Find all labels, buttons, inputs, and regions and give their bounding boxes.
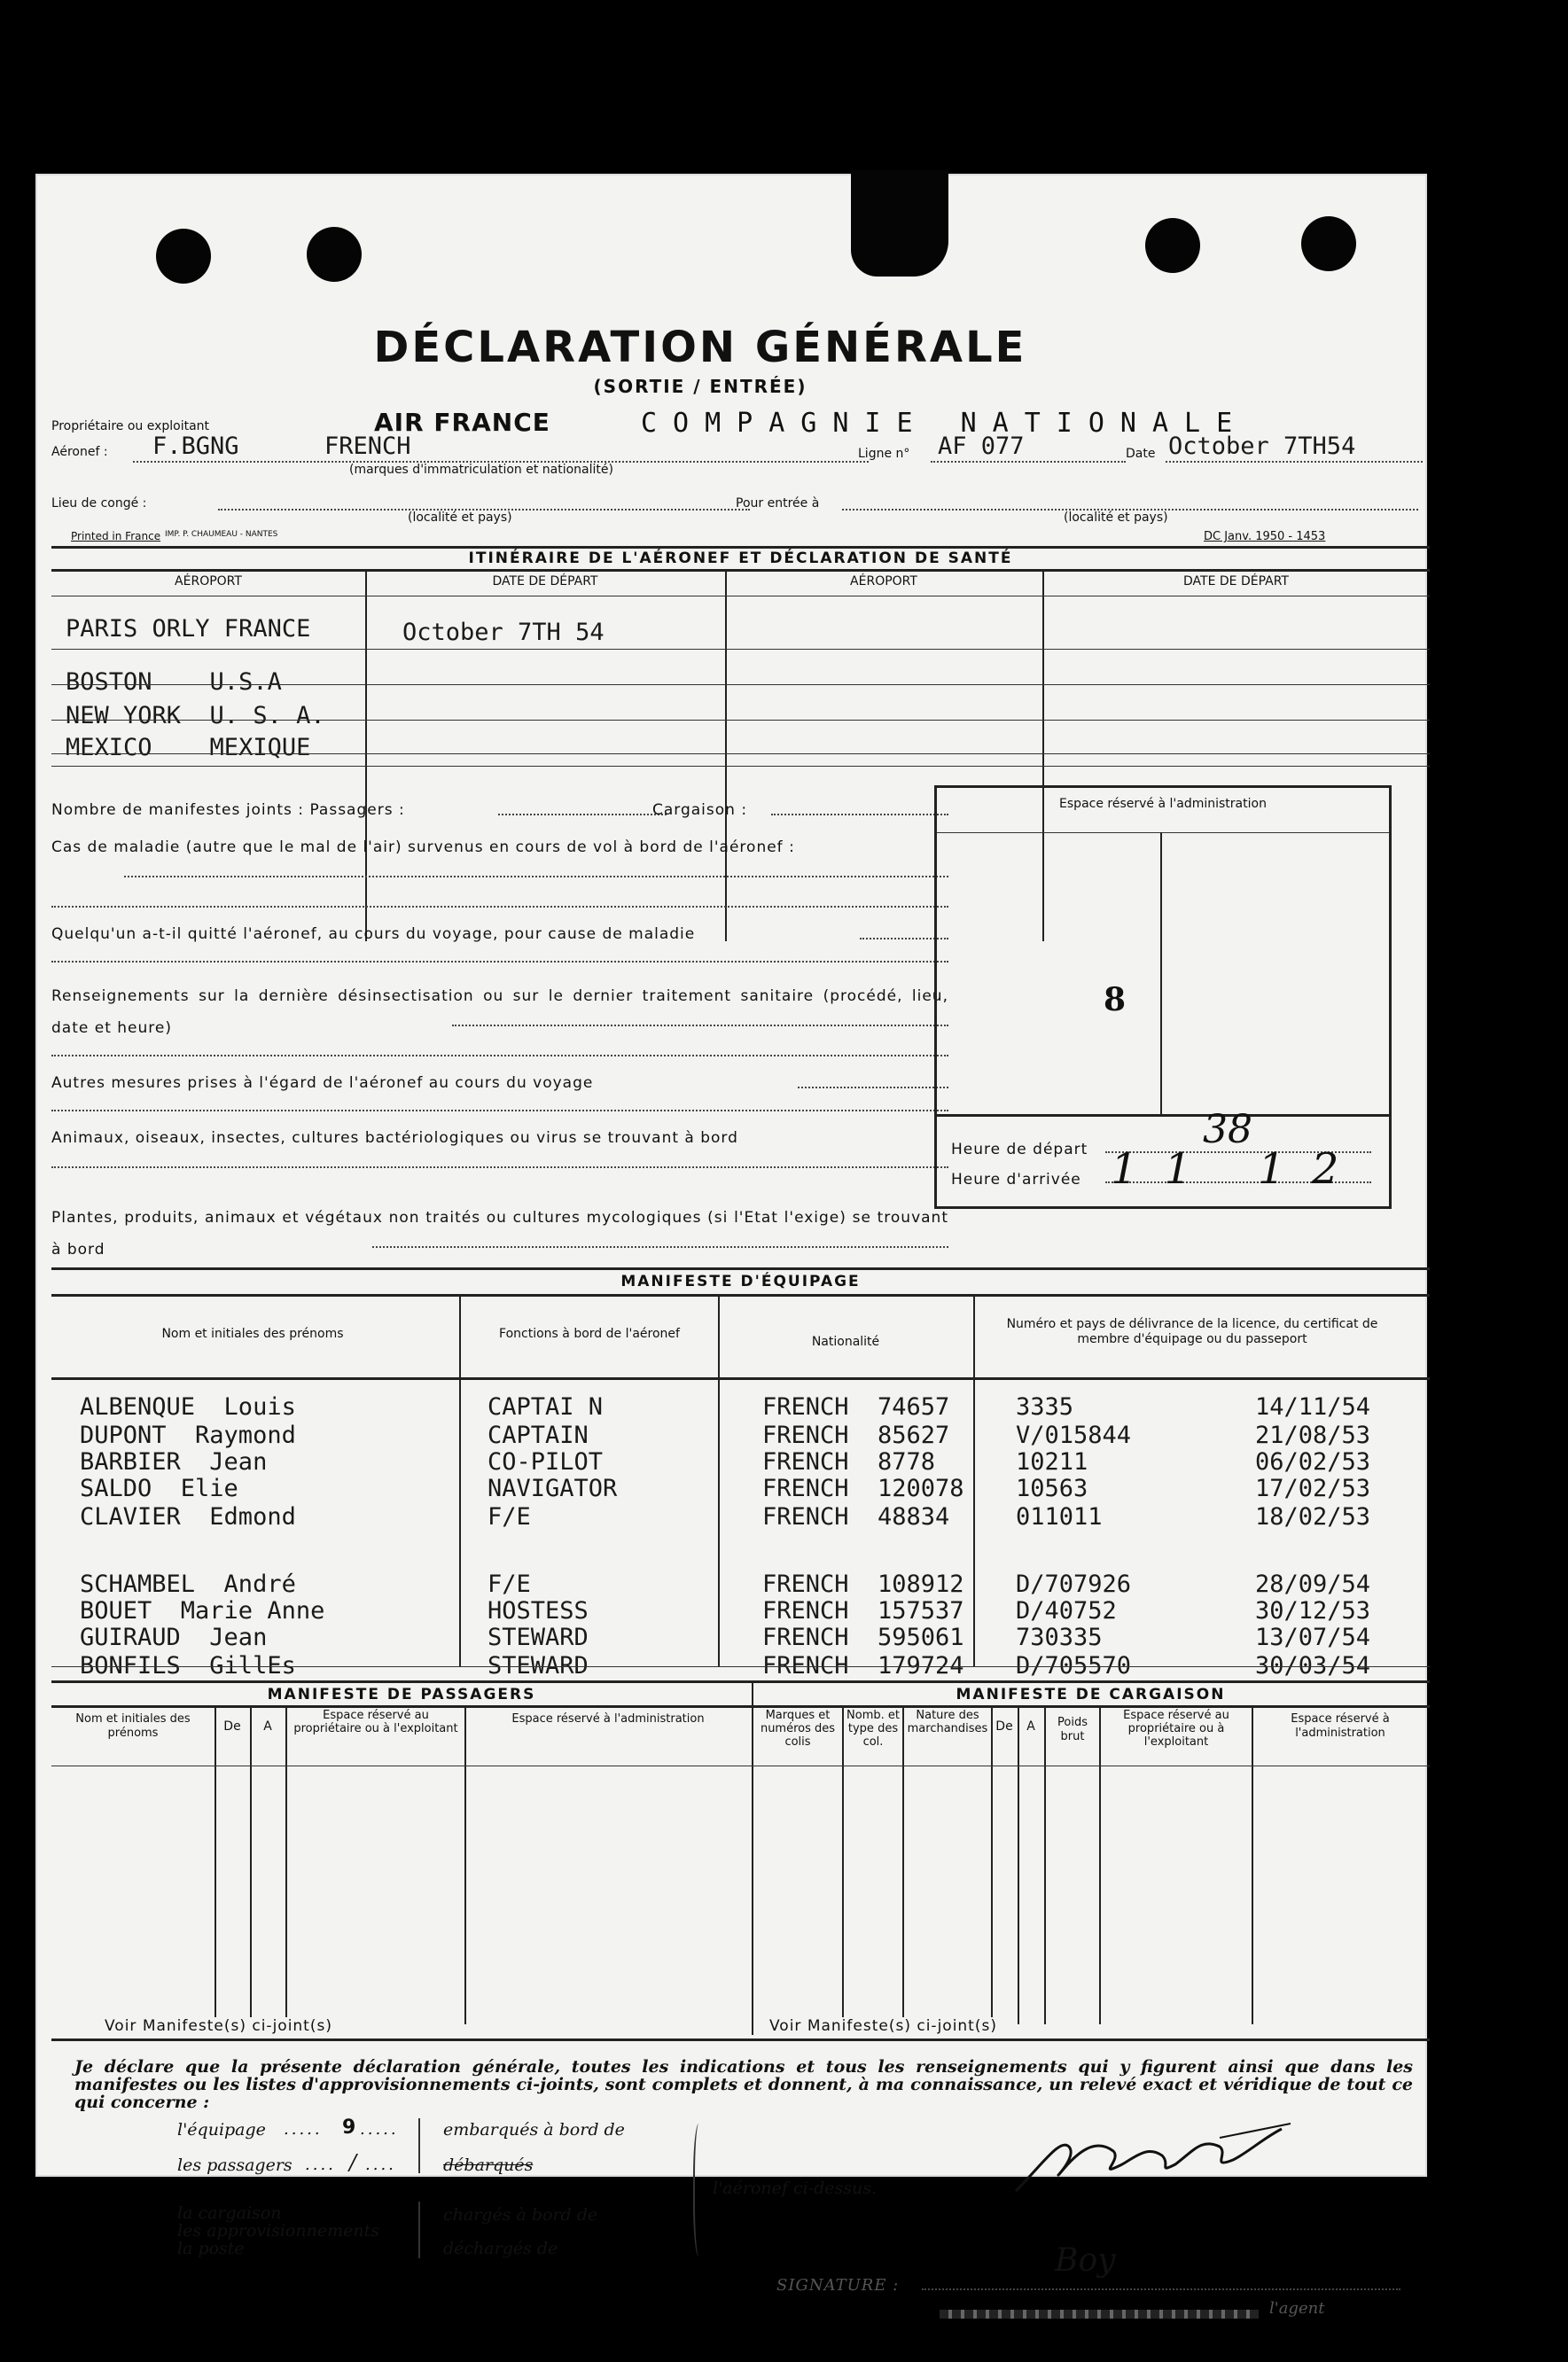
crew-license-date: 30/12/53	[1255, 1597, 1371, 1625]
crew-nationality: FRENCH	[762, 1422, 849, 1449]
crew-nationality: FRENCH	[762, 1448, 849, 1476]
crew-function: F/E	[488, 1571, 531, 1598]
punch-hole-right	[1145, 218, 1200, 273]
crew-heading: MANIFESTE D'ÉQUIPAGE	[620, 1273, 861, 1290]
date-value: October 7TH54	[1168, 433, 1356, 460]
crew-name: GUIRAUD Jean	[80, 1624, 268, 1651]
admin-box-label: Espace réservé à l'administration	[1059, 797, 1267, 811]
punch-hole-left-2	[307, 227, 362, 282]
disinsection-label: Renseignements sur la dernière désinsectisation ou sur le dernier traitement sanitaire (procédé, lieu, date et heure)	[51, 987, 948, 1037]
crew-function: HOSTESS	[488, 1597, 589, 1625]
other-measures-label: Autres mesures prises à l'égard de l'aéronef au cours du voyage	[51, 1074, 594, 1092]
crew-row	[71, 1475, 1418, 1503]
itinerary-airport: NEW YORK U. S. A.	[66, 702, 325, 729]
printed-note: Printed in France	[71, 530, 161, 542]
punch-hole-right-2	[1301, 216, 1356, 271]
line-value: AF 077	[938, 433, 1025, 460]
pax-count-value: /	[349, 2150, 357, 2175]
torn-edge	[851, 170, 948, 277]
crew-license: 10211	[1016, 1448, 1088, 1476]
crew-nationality: FRENCH	[762, 1571, 849, 1598]
itinerary-airport: PARIS ORLY FRANCE	[66, 615, 311, 643]
crew-number: 108912	[878, 1571, 964, 1598]
crew-function: STEWARD	[488, 1652, 589, 1680]
aircraft-note: (marques d'immatriculation et nationalité)	[349, 463, 613, 477]
cargo-col-weight: Poids brut	[1057, 1716, 1088, 1743]
disease-label: Cas de maladie (autre que le mal de l'air) survenus en cours de vol à bord de l'aéronef :	[51, 838, 795, 856]
punch-hole-left	[156, 229, 211, 284]
crew-col-function: Fonctions à bord de l'aéronef	[499, 1327, 680, 1341]
crew-license-date: 28/09/54	[1255, 1571, 1371, 1598]
crew-number: 157537	[878, 1597, 964, 1625]
plants-label: Plantes, produits, animaux et végétaux non traités ou cultures mycologiques (si l'Etat l'exige) se trouvant à bord	[51, 1209, 948, 1259]
declaration-form: DÉCLARATION GÉNÉRALE (SORTIE / ENTRÉE) Propriétaire ou exploitant AIR FRANCE COMPAGNIE NATIONALE Aéronef : F.BGNG FRENCH (marques d'immatriculation et nationalité) Ligne n° AF 077 Date October 7TH54 Lieu de congé : (localité et pays) Pour entrée à (localité et pays) Printed in France IMP. P. CHAUMEAU - NANTES DC Janv. 1950 - 1453 ITINÉRAIRE DE L'AÉRONEF ET DÉCLARATION DE SANTÉ AÉROPORT DATE DE DÉPART AÉROPORT DATE DE DÉPART PARIS ORLY FRANCE October 7TH 54 BOSTON U.S.A NEW YORK U. S. A. MEXICO MEXIQUE Nombre de manifestes joints : Passagers : Cargaison : Cas de maladie (autre que le mal de l'air) survenus en cours de vol à bord de l'aéronef : Quelqu'un a-t-il quitté l'aéronef, au cours du voyage, pour cause de maladie Renseignements sur la dernière désinsectisation ou sur le dernier traitement sanitaire (procédé, lieu, date et heure) Autres mesures prises à l'égard de l'aéronef au cours du voyage Animaux, oiseaux, insectes, cultures bactériologiques ou virus se trouvant à bord Plantes, produits, animaux et végétaux non traités ou cultures mycologiques (si l'Etat l'exige) se trouvant à bord Espace réservé à l'administration 8 Heure de départ 38 Heure d'arrivée 11 12 MANIFESTE D'ÉQUIPAGE Nom et initiales des prénoms Fonctions à bord de l'aéronef Nationalité Numéro et pays de délivrance de la licence, du certificat de membre d'équipage ou du passeport ALBENQUE Louis CAPTAI N FRENCH 74657 3335 14/11/54 DUPONT Raymond CAPTAIN FRENCH 85627 V/015844 21/08/53 BARBIER Jean CO-PILOT FRENCH 8778 10211 06/02/53 SALDO Elie NAVIGATOR FRENCH 120078 10563 17/02/53 CLAVIER Edmond F/E FRENCH 48834 011011 18/02/53 SCHAMBEL André F/E FRENCH 108912 D/707926 28/09/54 BOUET Marie Anne HOSTESS FRENCH 157537 D/40752 30/12/53 GUIRAUD Jean STEWARD FRENCH 595061 730335 13/07/54 BONFILS GillEs STEWARD FRENCH 179724 D/705570 30/03/54 MANIFESTE DE PASSAGERS MANIFESTE DE CARGAISON Nom et initiales des prénoms De A Espace réservé au propriétaire ou à l'exploitant Espace réservé à l'administration Marques et numéros des colis Nomb. et type des col. Nature des marchandises De A Poids brut Espace réservé au propriétaire ou à l'exploitant Espace réservé à l'administration Voir Manifeste(s) ci-joint(s) Voir Manifeste(s) ci-joint(s) Je déclare que la présente déclaration générale, toutes les indications et tous les renseignements qui y figurent ainsi que dans les manifestes ou les listes d'approvisionnements ci-joints, sont complets et donnent, à ma connaissance, un relevé exact et véridique de tout ce qui concerne : l'équipage ..... 9 ..... les passagers .... / .... embarqués à bord de débarqués la cargaison les approvisionnements la poste chargés à bord de déchargés de l'aéronef ci-dessus. SIGNATURE : Boy l'agent	[35, 174, 1427, 2177]
crew-nationality: FRENCH	[762, 1475, 849, 1502]
supplies-label: les approvisionnements	[177, 2221, 379, 2241]
manifests-label: Nombre de manifestes joints : Passagers :	[51, 801, 405, 819]
aircraft-label: Aéronef :	[51, 445, 108, 459]
captain-signature	[1007, 2111, 1299, 2209]
itinerary-date: October 7TH 54	[402, 619, 605, 646]
crew-name: CLAVIER Edmond	[80, 1503, 296, 1531]
pax-count-label: les passagers	[177, 2155, 293, 2175]
aircraft-above-label: l'aéronef ci-dessus.	[713, 2179, 878, 2198]
crew-function: CAPTAIN	[488, 1422, 589, 1449]
crew-license-date: 21/08/53	[1255, 1422, 1371, 1449]
crew-row	[71, 1597, 1418, 1625]
crew-row	[71, 1393, 1418, 1422]
pax-col-owner: Espace réservé au propriétaire ou à l'exploitant	[293, 1709, 458, 1735]
crew-col-name: Nom et initiales des prénoms	[161, 1327, 344, 1341]
crew-function: CO-PILOT	[488, 1448, 604, 1476]
crew-number: 8778	[878, 1448, 936, 1476]
aircraft-registration: F.BGNG	[152, 433, 239, 460]
crew-function: F/E	[488, 1503, 531, 1531]
itinerary-col-departure: DATE DE DÉPART	[492, 574, 598, 589]
crew-row	[71, 1422, 1418, 1450]
entry-note: (localité et pays)	[1064, 511, 1168, 525]
crew-license-date: 17/02/53	[1255, 1475, 1371, 1502]
crew-function: STEWARD	[488, 1624, 589, 1651]
crew-license-date: 30/03/54	[1255, 1652, 1371, 1680]
form-reference: DC Janv. 1950 - 1453	[1204, 530, 1326, 543]
crew-name: DUPONT Raymond	[80, 1422, 296, 1449]
signer-name: Boy	[1055, 2242, 1116, 2279]
itinerary-airport: MEXICO MEXIQUE	[66, 734, 311, 761]
crew-license-date: 18/02/53	[1255, 1503, 1371, 1531]
admin-box	[934, 785, 1392, 1209]
cargo-col-marks: Marques et numéros des colis	[760, 1709, 836, 1749]
page-title: DÉCLARATION GÉNÉRALE	[373, 323, 1027, 372]
company-name: COMPAGNIE NATIONALE	[641, 408, 1249, 439]
line-label: Ligne n°	[858, 447, 910, 461]
signature-label: SIGNATURE :	[776, 2276, 900, 2295]
crew-name: BONFILS GillEs	[80, 1652, 296, 1680]
cargo-col-owner: Espace réservé au propriétaire ou à l'exploitant	[1123, 1709, 1229, 1749]
crew-license: D/705570	[1016, 1652, 1132, 1680]
crew-count-value: 9	[342, 2116, 356, 2139]
cargo-label: Cargaison :	[652, 801, 748, 819]
crew-name: BOUET Marie Anne	[80, 1597, 325, 1625]
crew-number: 595061	[878, 1624, 964, 1651]
cargo-label-decl: la cargaison	[177, 2203, 282, 2223]
crew-license: D/707926	[1016, 1571, 1132, 1598]
left-ill-label: Quelqu'un a-t-il quitté l'aéronef, au cours du voyage, pour cause de maladie	[51, 925, 696, 943]
crew-number: 120078	[878, 1475, 964, 1502]
cargo-see-manifest: Voir Manifeste(s) ci-joint(s)	[766, 2017, 1001, 2035]
crew-license: 10563	[1016, 1475, 1088, 1502]
pax-col-from: De	[223, 1719, 241, 1734]
crew-license: 730335	[1016, 1624, 1103, 1651]
entry-label: Pour entrée à	[736, 496, 820, 511]
page-subtitle: (SORTIE / ENTRÉE)	[593, 376, 807, 397]
crew-number: 85627	[878, 1422, 950, 1449]
crew-name: ALBENQUE Louis	[80, 1393, 296, 1421]
crew-count-label: l'équipage	[177, 2120, 266, 2140]
crew-license: V/015844	[1016, 1422, 1132, 1449]
unloaded-label: déchargés de	[443, 2239, 558, 2258]
arrival-time-label: Heure d'arrivée	[951, 1171, 1081, 1189]
crew-license-date: 14/11/54	[1255, 1393, 1371, 1421]
owner-value: AIR FRANCE	[374, 408, 550, 437]
crew-number: 74657	[878, 1393, 950, 1421]
pax-col-to: A	[263, 1719, 272, 1734]
cargo-col-from: De	[995, 1719, 1013, 1734]
departure-time-value: 38	[1203, 1107, 1252, 1152]
pax-col-name: Nom et initiales des prénoms	[75, 1712, 191, 1740]
animals-label: Animaux, oiseaux, insectes, cultures bactériologiques ou virus se trouvant à bord	[51, 1129, 738, 1147]
leave-note: (localité et pays)	[408, 511, 512, 525]
itinerary-heading: ITINÉRAIRE DE L'AÉRONEF ET DÉCLARATION DE SANTÉ	[468, 550, 1013, 567]
printer-note: IMP. P. CHAUMEAU - NANTES	[165, 530, 278, 539]
embarked-label: embarqués à bord de	[443, 2120, 625, 2140]
declaration-text: Je déclare que la présente déclaration générale, toutes les indications et tous les renseignements qui y figurent ainsi que dans les manifestes ou les listes d'approvisionnements ci-joints, sont complets et donnent, à ma connaissance, un relevé exact et véridique de tout ce qui concerne :	[74, 2057, 1413, 2112]
crew-license: 3335	[1016, 1393, 1074, 1421]
crew-nationality: FRENCH	[762, 1624, 849, 1651]
cargo-col-nature: Nature des marchandises	[907, 1709, 988, 1735]
crew-function: CAPTAI N	[488, 1393, 604, 1421]
stamp-number: 8	[1104, 981, 1127, 1018]
crew-license: D/40752	[1016, 1597, 1117, 1625]
cargo-col-admin: Espace réservé à l'administration	[1291, 1712, 1390, 1740]
loaded-label: chargés à bord de	[443, 2205, 598, 2225]
agent-label: l'agent	[1269, 2299, 1325, 2318]
crew-nationality: FRENCH	[762, 1652, 849, 1680]
crew-number: 48834	[878, 1503, 950, 1531]
crew-nationality: FRENCH	[762, 1597, 849, 1625]
crew-license-date: 06/02/53	[1255, 1448, 1371, 1476]
pax-col-admin: Espace réservé à l'administration	[511, 1712, 705, 1726]
crew-col-nationality: Nationalité	[811, 1335, 880, 1349]
pax-see-manifest: Voir Manifeste(s) ci-joint(s)	[101, 2017, 336, 2035]
cargo-col-to: A	[1026, 1719, 1035, 1734]
itinerary-col-departure-2: DATE DE DÉPART	[1183, 574, 1289, 589]
struck-text	[940, 2310, 1259, 2319]
crew-row	[71, 1624, 1418, 1652]
leave-label: Lieu de congé :	[51, 496, 147, 511]
arrival-time-value: 11 12	[1111, 1144, 1366, 1194]
cargo-heading: MANIFESTE DE CARGAISON	[956, 1686, 1226, 1703]
disembarked-label: débarqués	[443, 2155, 534, 2175]
crew-col-license: Numéro et pays de délivrance de la licence, du certificat de membre d'équipage ou du passeport	[1006, 1317, 1378, 1346]
aircraft-nationality: FRENCH	[324, 433, 411, 460]
passengers-heading: MANIFESTE DE PASSAGERS	[267, 1686, 536, 1703]
crew-row	[71, 1448, 1418, 1477]
itinerary-col-airport: AÉROPORT	[175, 574, 242, 589]
cargo-col-count: Nomb. et type des col.	[846, 1709, 900, 1749]
date-label: Date	[1126, 447, 1156, 461]
crew-name: SALDO Elie	[80, 1475, 238, 1502]
itinerary-airport: BOSTON U.S.A	[66, 668, 282, 696]
crew-function: NAVIGATOR	[488, 1475, 618, 1502]
crew-number: 179724	[878, 1652, 964, 1680]
mail-label: la poste	[177, 2239, 245, 2258]
crew-nationality: FRENCH	[762, 1503, 849, 1531]
crew-nationality: FRENCH	[762, 1393, 849, 1421]
departure-time-label: Heure de départ	[951, 1141, 1088, 1158]
crew-license-date: 13/07/54	[1255, 1624, 1371, 1651]
crew-name: BARBIER Jean	[80, 1448, 268, 1476]
crew-row	[71, 1571, 1418, 1599]
crew-license: 011011	[1016, 1503, 1103, 1531]
owner-label: Propriétaire ou exploitant	[51, 419, 210, 433]
crew-name: SCHAMBEL André	[80, 1571, 296, 1598]
crew-row	[71, 1503, 1418, 1532]
itinerary-col-airport-2: AÉROPORT	[850, 574, 917, 589]
